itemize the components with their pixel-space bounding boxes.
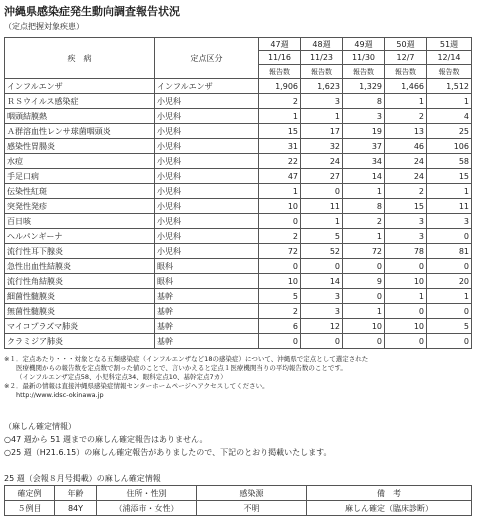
header-count-label: 報告数 (343, 65, 385, 79)
report-count: 12 (301, 319, 343, 334)
report-count: 1,466 (385, 79, 427, 94)
report-count: 5 (427, 319, 472, 334)
report-count: 1 (343, 304, 385, 319)
report-count: 1 (385, 289, 427, 304)
week25-cell: ５例目 (5, 501, 55, 516)
report-count: 19 (343, 124, 385, 139)
report-count: 15 (427, 169, 472, 184)
report-count: 6 (259, 319, 301, 334)
measles-info (4, 420, 331, 459)
report-count: 3 (343, 109, 385, 124)
report-count: 3 (301, 304, 343, 319)
report-count: 0 (343, 259, 385, 274)
disease-name: マイコプラズマ肺炎 (5, 319, 155, 334)
report-count: 0 (259, 259, 301, 274)
header-count-label: 報告数 (385, 65, 427, 79)
week25-header: 年齢 (55, 486, 97, 501)
report-count: 13 (385, 124, 427, 139)
sentinel-category: 小児科 (155, 94, 259, 109)
header-date: 11/30 (343, 51, 385, 65)
report-count: 0 (301, 334, 343, 349)
sentinel-category: 基幹 (155, 319, 259, 334)
week25-cell: （浦添市・女性） (97, 501, 197, 516)
report-count: 8 (343, 199, 385, 214)
footnote-url[interactable]: http://www.idsc-okinawa.jp (16, 391, 104, 399)
report-count: 2 (385, 109, 427, 124)
header-count-label: 報告数 (427, 65, 472, 79)
disease-name: 流行性角結膜炎 (5, 274, 155, 289)
report-count: 24 (385, 169, 427, 184)
report-count: 10 (385, 274, 427, 289)
measles-line: ○25 週（H21.6.15）の麻しん確定報告がありましたので、下記のとおり掲載いたします。 (4, 448, 332, 457)
disease-name: 伝染性紅斑 (5, 184, 155, 199)
table-row (5, 214, 472, 229)
sentinel-category: 小児科 (155, 124, 259, 139)
table-row (5, 154, 472, 169)
sentinel-category: 小児科 (155, 109, 259, 124)
report-count: 4 (427, 109, 472, 124)
report-count: 46 (385, 139, 427, 154)
sentinel-category: 基幹 (155, 289, 259, 304)
report-count: 1,329 (343, 79, 385, 94)
header-week: 48週 (301, 38, 343, 51)
report-count: 0 (259, 334, 301, 349)
disease-name: ＲＳウイルス感染症 (5, 94, 155, 109)
report-count: 3 (385, 229, 427, 244)
sentinel-category: 眼科 (155, 259, 259, 274)
disease-name: 流行性耳下腺炎 (5, 244, 155, 259)
report-count: 20 (427, 274, 472, 289)
report-count: 0 (301, 184, 343, 199)
report-count: 0 (427, 229, 472, 244)
table-row (5, 334, 472, 349)
sentinel-category: 小児科 (155, 199, 259, 214)
sentinel-category: 基幹 (155, 304, 259, 319)
table-row (5, 259, 472, 274)
table-row (5, 304, 472, 319)
report-count: 15 (259, 124, 301, 139)
report-count: 2 (259, 94, 301, 109)
report-count: 47 (259, 169, 301, 184)
disease-name: クラミジア肺炎 (5, 334, 155, 349)
report-count: 1,623 (301, 79, 343, 94)
disease-name: 感染性胃腸炎 (5, 139, 155, 154)
header-week: 50週 (385, 38, 427, 51)
table-row (5, 109, 472, 124)
disease-name: 手足口病 (5, 169, 155, 184)
surveillance-table (4, 37, 472, 349)
report-count: 0 (343, 334, 385, 349)
week25-table (4, 485, 472, 516)
report-count: 27 (301, 169, 343, 184)
report-count: 0 (427, 334, 472, 349)
sentinel-category: 基幹 (155, 334, 259, 349)
report-count: 78 (385, 244, 427, 259)
report-count: 1 (343, 229, 385, 244)
week25-header: 確定例 (5, 486, 55, 501)
report-count: 17 (301, 124, 343, 139)
sentinel-category: 小児科 (155, 229, 259, 244)
sentinel-category: 小児科 (155, 154, 259, 169)
report-count: 1,906 (259, 79, 301, 94)
table-row (5, 289, 472, 304)
report-count: 10 (259, 199, 301, 214)
report-count: 22 (259, 154, 301, 169)
report-count: 0 (301, 259, 343, 274)
report-count: 10 (259, 274, 301, 289)
report-count: 52 (301, 244, 343, 259)
report-count: 0 (385, 334, 427, 349)
report-count: 0 (427, 259, 472, 274)
report-count: 32 (301, 139, 343, 154)
report-count: 10 (343, 319, 385, 334)
report-count: 2 (259, 304, 301, 319)
report-count: 11 (427, 199, 472, 214)
report-count: 15 (385, 199, 427, 214)
sentinel-category: 小児科 (155, 244, 259, 259)
table-row (5, 244, 472, 259)
header-week: 49週 (343, 38, 385, 51)
header-disease: 疾 病 (5, 38, 155, 79)
report-count: 25 (427, 124, 472, 139)
report-count: 0 (259, 214, 301, 229)
disease-name: 細菌性髄膜炎 (5, 289, 155, 304)
disease-name: 咽頭結膜熱 (5, 109, 155, 124)
report-count: 1 (301, 214, 343, 229)
footnote: （インフルエンザ定点58、小児科定点34、眼科定点10、基幹定点7カ） (16, 373, 227, 381)
report-count: 1 (259, 184, 301, 199)
disease-name: Ａ群溶血性レンサ球菌咽頭炎 (5, 124, 155, 139)
table-row (5, 79, 472, 94)
table-row (5, 229, 472, 244)
week25-header: 感染源 (197, 486, 307, 501)
table-row (5, 199, 472, 214)
report-count: 2 (385, 184, 427, 199)
header-week: 51週 (427, 38, 472, 51)
report-count: 1 (343, 184, 385, 199)
sentinel-category: 小児科 (155, 184, 259, 199)
footnotes (4, 355, 474, 400)
measles-heading: （麻しん確定情報） (4, 422, 76, 431)
report-count: 1 (427, 184, 472, 199)
report-count: 9 (343, 274, 385, 289)
report-count: 10 (385, 319, 427, 334)
sentinel-category: 小児科 (155, 139, 259, 154)
report-count: 3 (427, 214, 472, 229)
measles-line: ○47 週から 51 週までの麻しん確定報告はありません。 (4, 435, 208, 444)
table-row (5, 139, 472, 154)
disease-name: ヘルパンギーナ (5, 229, 155, 244)
report-count: 81 (427, 244, 472, 259)
sentinel-category: 小児科 (155, 169, 259, 184)
report-count: 24 (301, 154, 343, 169)
report-count: 0 (427, 304, 472, 319)
report-count: 1,512 (427, 79, 472, 94)
header-week: 47週 (259, 38, 301, 51)
header-date: 11/23 (301, 51, 343, 65)
table-row (5, 319, 472, 334)
header-date: 12/7 (385, 51, 427, 65)
footnote: ※２．最新の情報は直接沖縄県感染症情報センターホームページへアクセスしてください。 (4, 382, 269, 390)
sentinel-category: 小児科 (155, 214, 259, 229)
report-count: 5 (259, 289, 301, 304)
disease-name: インフルエンザ (5, 79, 155, 94)
disease-name: 水痘 (5, 154, 155, 169)
week25-heading: 25 週（会報８月号掲載）の麻しん確定情報 (4, 474, 161, 483)
header-category: 定点区分 (155, 38, 259, 79)
report-count: 72 (343, 244, 385, 259)
report-count: 14 (301, 274, 343, 289)
disease-name: 百日咳 (5, 214, 155, 229)
report-count: 2 (343, 214, 385, 229)
disease-name: 無菌性髄膜炎 (5, 304, 155, 319)
report-count: 1 (259, 109, 301, 124)
sentinel-category: インフルエンザ (155, 79, 259, 94)
week25-cell: 不明 (197, 501, 307, 516)
sentinel-category: 眼科 (155, 274, 259, 289)
week25-header: 住所・性別 (97, 486, 197, 501)
report-count: 5 (301, 229, 343, 244)
report-count: 0 (385, 304, 427, 319)
report-count: 1 (385, 94, 427, 109)
report-count: 0 (385, 259, 427, 274)
table-row (5, 124, 472, 139)
week25-header: 備 考 (307, 486, 472, 501)
report-count: 2 (259, 229, 301, 244)
disease-name: 突発性発疹 (5, 199, 155, 214)
week25-cell: 84Y (55, 501, 97, 516)
report-count: 11 (301, 199, 343, 214)
report-count: 1 (427, 94, 472, 109)
report-count: 8 (343, 94, 385, 109)
week25-cell: 麻しん確定（臨床診断） (307, 501, 472, 516)
table-row (5, 274, 472, 289)
report-count: 14 (343, 169, 385, 184)
report-count: 3 (385, 214, 427, 229)
disease-name: 急性出血性結膜炎 (5, 259, 155, 274)
report-count: 3 (301, 289, 343, 304)
header-date: 11/16 (259, 51, 301, 65)
table-row (5, 169, 472, 184)
report-count: 0 (343, 289, 385, 304)
report-count: 31 (259, 139, 301, 154)
report-count: 24 (385, 154, 427, 169)
report-count: 1 (427, 289, 472, 304)
table-row (5, 184, 472, 199)
footnote: 医療機関からの報告数を定点数で割った値のことで、言いかえると定点１医療機関当りの平均報告数のことです。 (16, 364, 347, 372)
report-count: 34 (343, 154, 385, 169)
report-count: 3 (301, 94, 343, 109)
header-count-label: 報告数 (301, 65, 343, 79)
header-date: 12/14 (427, 51, 472, 65)
footnote: ※１．定点あたり・・・対象となる五類感染症（インフルエンザなど18の感染症）について、沖縄県で定点として選定された (4, 355, 369, 363)
header-count-label: 報告数 (259, 65, 301, 79)
report-count: 106 (427, 139, 472, 154)
page-title: 沖縄県感染症発生動向調査報告状況 (4, 5, 180, 18)
report-count: 58 (427, 154, 472, 169)
table-row (5, 94, 472, 109)
report-count: 1 (301, 109, 343, 124)
report-count: 72 (259, 244, 301, 259)
page-subtitle: （定点把握対象疾患） (4, 22, 84, 31)
report-count: 37 (343, 139, 385, 154)
